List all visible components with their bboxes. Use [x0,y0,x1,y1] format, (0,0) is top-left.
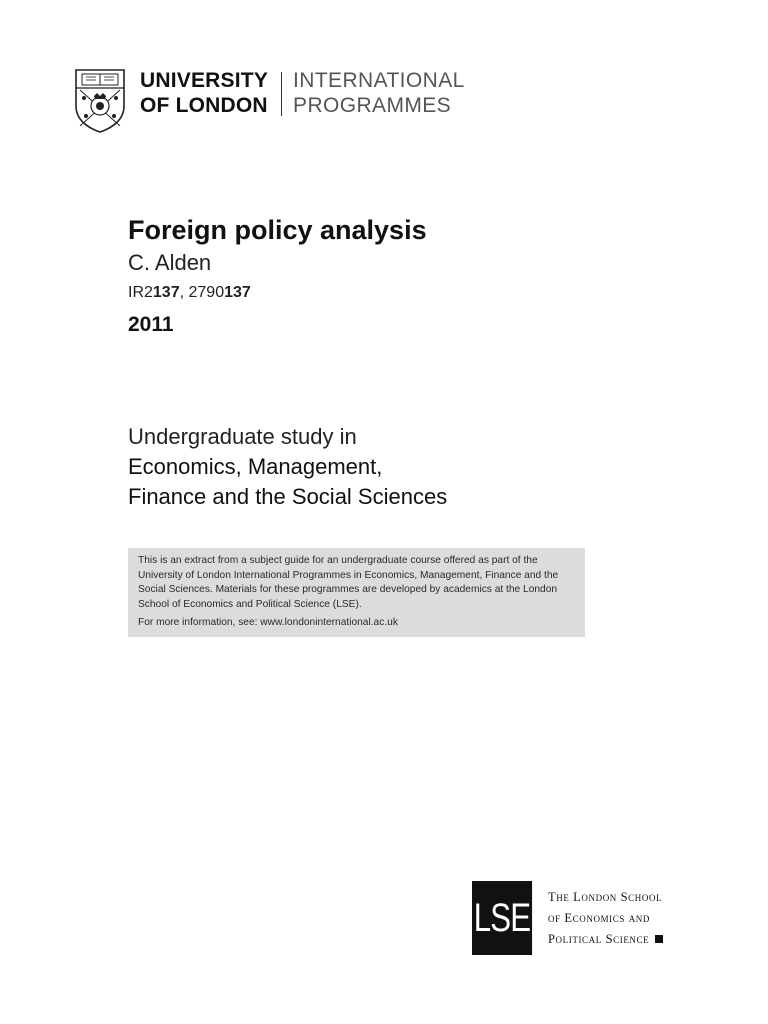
study-block [128,422,447,512]
programme-name-line1: INTERNATIONAL [293,69,465,92]
study-subject-line1: Economics, Management, [128,454,383,479]
course-title-block [128,212,427,342]
code1-prefix: IR2 [128,284,153,301]
lse-block [472,881,663,955]
info-more-link-text: For more information, see: www.londoninternational.ac.uk [138,617,398,628]
university-crest-icon [74,68,126,134]
study-intro: Undergraduate study in [128,424,357,449]
lse-name-line2: of Economics and [548,910,650,925]
info-text: This is an extract from a subject guide for an undergraduate course offered as part of the University of London International Programmes in Economics, Management, Finance and the Social Sciences. Materials for these programmes are developed by academics at the London School of Economics and Political Science (LSE). [138,555,559,610]
info-box [128,548,585,637]
lse-name-line3: Political Science [548,931,650,946]
code2-bold: 137 [224,284,251,301]
code2-prefix: 2790 [188,284,225,301]
course-author: C. Alden [128,250,212,275]
university-name-line1: UNIVERSITY [140,69,269,92]
university-name-line2: OF LONDON [140,94,268,117]
code1-bold: 137 [152,284,180,301]
lse-name-line1: The London School [548,889,663,904]
header-divider [281,72,282,116]
programme-name [293,68,465,118]
study-subject-line2: Finance and the Social Sciences [128,484,448,509]
programme-name-line2: PROGRAMMES [293,94,452,117]
lse-logo: LSE [472,881,532,955]
header [74,68,465,134]
square-bullet-icon [655,935,663,943]
lse-name [548,887,663,950]
course-year: 2011 [128,313,174,336]
code-separator: , [179,284,189,301]
course-title: Foreign policy analysis [128,215,427,245]
lse-name-line3-wrapper [548,929,663,950]
course-codes [128,278,427,308]
university-name [140,68,268,118]
